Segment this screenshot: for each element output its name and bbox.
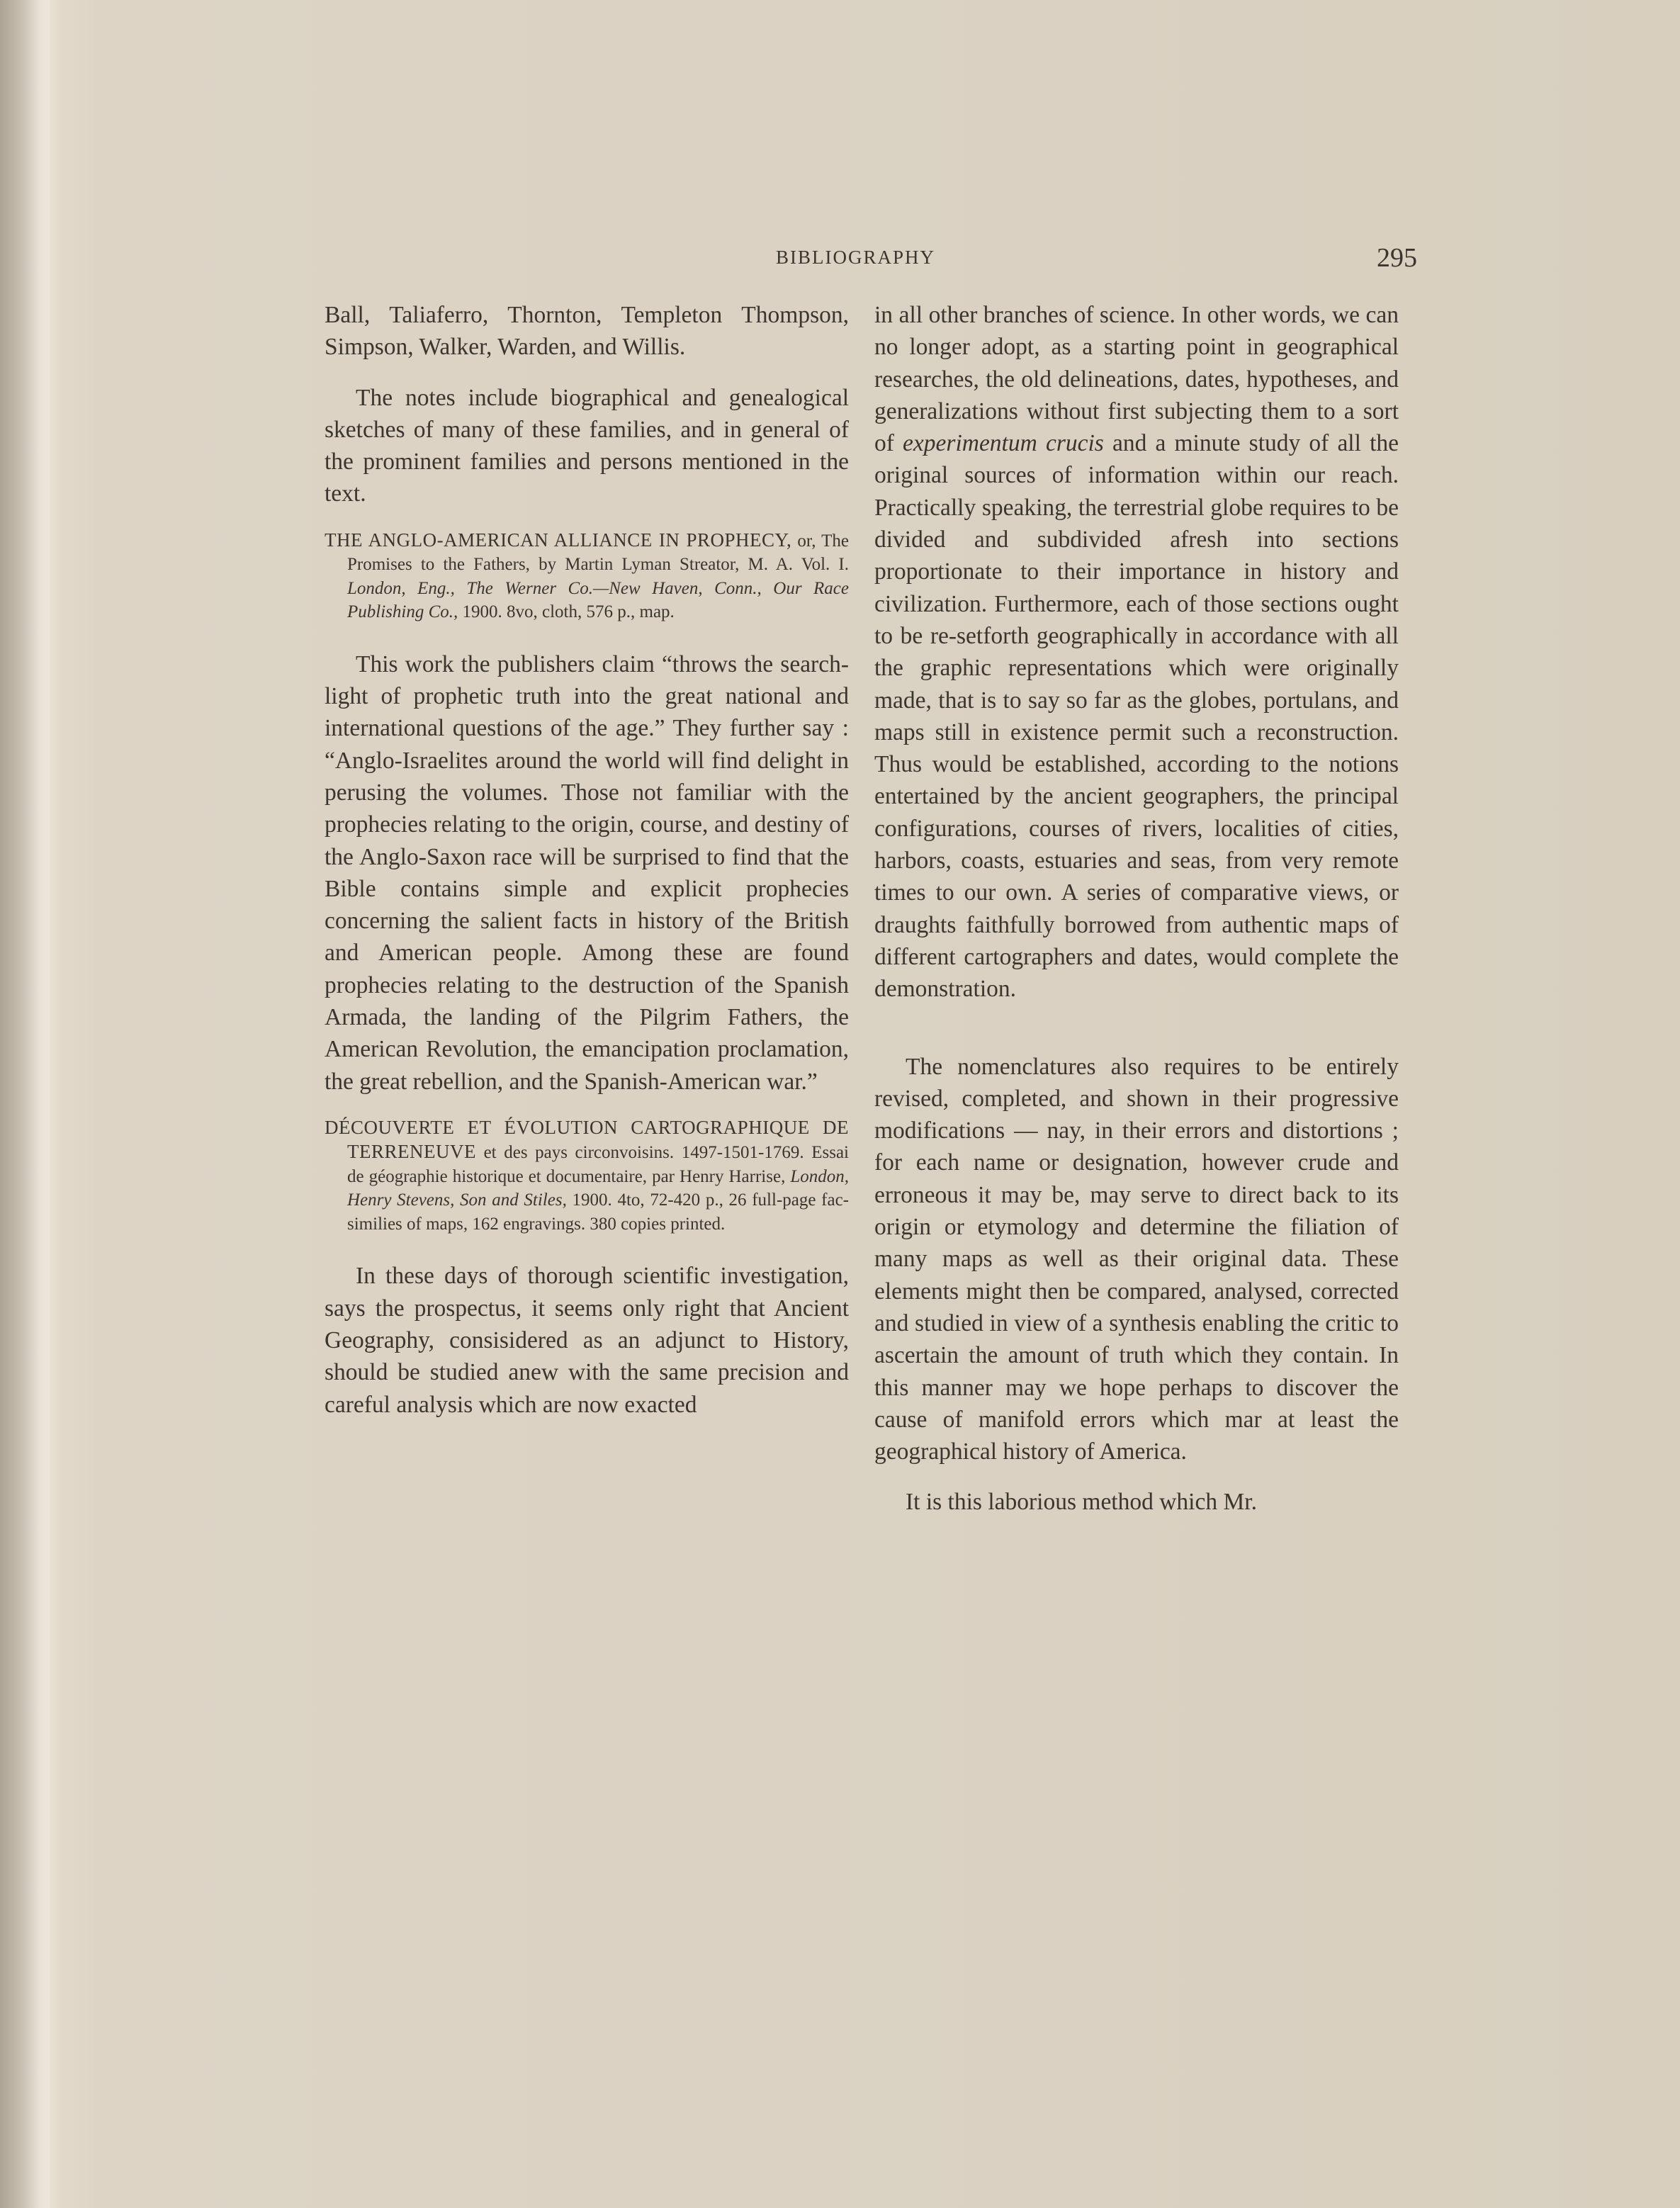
prospectus-paragraph: In these days of thorough scientific investigation, says the prospectus, it seems only right that Ancient Geography, consisidered as an adjunct to History, should be studied anew with the same precision and careful analysis which are now exacted [325, 1263, 849, 1418]
book-spine-shadow [0, 0, 50, 2208]
entry-title: THE ANGLO-AMERICAN ALLIANCE IN PROPHECY, [325, 529, 792, 551]
entry-format: 1900. 4to, 72-420 p., 26 full-page fac-similies of maps, 162 engravings. 380 copies printed. [347, 1190, 849, 1234]
italic-term: experimentum crucis [903, 430, 1104, 457]
bibliography-entry-decouverte [325, 1116, 849, 1237]
bibliography-entry-anglo-american [325, 529, 849, 624]
closing-paragraph: It is this laborious method which Mr. [906, 1489, 1257, 1516]
running-head: BIBLIOGRAPHY [776, 247, 936, 268]
text-run: in all other branches of science. In other words, we can no longer adopt, as a starting point in geographical researches, the old delineations, dates, hypotheses, and generalizations without first subjecting them to a sort of [874, 302, 1399, 457]
notes-paragraph: The notes include biographical and genealogical sketches of many of these families, and in general of the prominent families and persons mentioned in the text. [325, 384, 849, 507]
entry-details: or, The Promises to the Fathers, by Martin Lyman Streator, M. A. Vol. I. [347, 531, 849, 575]
right-column [874, 299, 1399, 1537]
continued-paragraph [874, 299, 1399, 1006]
nomenclature-paragraph: The nomenclatures also requires to be entirely revised, completed, and shown in their progressive modifications — nay, in their errors and distortions ; for each name or designation, however crude and erroneous it may be, may serve to direct back to its origin or etymology and determine the filiation of many maps as well as their original data. These elements might then be compared, analysed, corrected and studied in view of a synthesis enabling the critic to ascertain the amount of truth which they contain. In this manner may we hope perhaps to discover the cause of manifold errors which mar at least the geographical history of America. [874, 1053, 1399, 1465]
continued-paragraph: Ball, Taliaferro, Thornton, Templeton Thompson, Simpson, Walker, Warden, and Willis. [325, 302, 849, 361]
text-run: and a minute study of all the original sources of information within our reach. Practically speaking, the terrestrial globe requires to be divided and subdivided afresh into sections proportionate to their importance in history and civilization. Furthermore, each of those sections ought to be re-setforth geographically in accordance with all the graphic representations which were originally made, that is to say so far as the globes, portulans, and maps still in existence permit such a reconstruction. Thus would be established, according to the notions entertained by the ancient geographers, the principal configurations, courses of rivers, localities of cities, harbors, coasts, estuaries and seas, from very remote times to our own. A series of comparative views, or draughts faithfully borrowed from authentic maps of different cartographers and dates, would complete the demonstration. [874, 430, 1399, 1003]
entry-imprint: London, Henry Stevens, Son and Stiles, [347, 1166, 849, 1210]
entry-format: 1900. 8vo, cloth, 576 p., map. [458, 602, 675, 622]
entry-title: DÉCOUVERTE ET ÉVOLUTION CARTOGRAPHIQUE DE TERRENEUVE [325, 1116, 849, 1163]
page-number: 295 [1377, 243, 1417, 273]
entry-imprint: London, Eng., The Werner Co.—New Haven, Conn., Our Race Publishing Co., [347, 578, 849, 622]
review-paragraph: This work the publishers claim “throws the search-light of prophetic truth into the great national and international questions of the age.” They further say : “Anglo-Israelites around the world will find delight in perusing the volumes. Those not familiar with the prophecies relating to the origin, course, and destiny of the Anglo-Saxon race will be surprised to find that the Bible contains simple and explicit prophecies concerning the salient facts in history of the British and American people. Among these are found prophecies relating to the destruction of the Spanish Armada, the landing of the Pilgrim Fathers, the American Revolution, the emancipation proclamation, the great rebellion, and the Spanish-American war.” [325, 650, 849, 1095]
page-header [305, 242, 1417, 285]
left-column [325, 299, 849, 1439]
entry-details: et des pays circonvoisins. 1497-1501-1769. Essai de géographie historique et documentaire, par Henry Harrise, [347, 1143, 849, 1186]
paragraph-gap [874, 1024, 1399, 1051]
